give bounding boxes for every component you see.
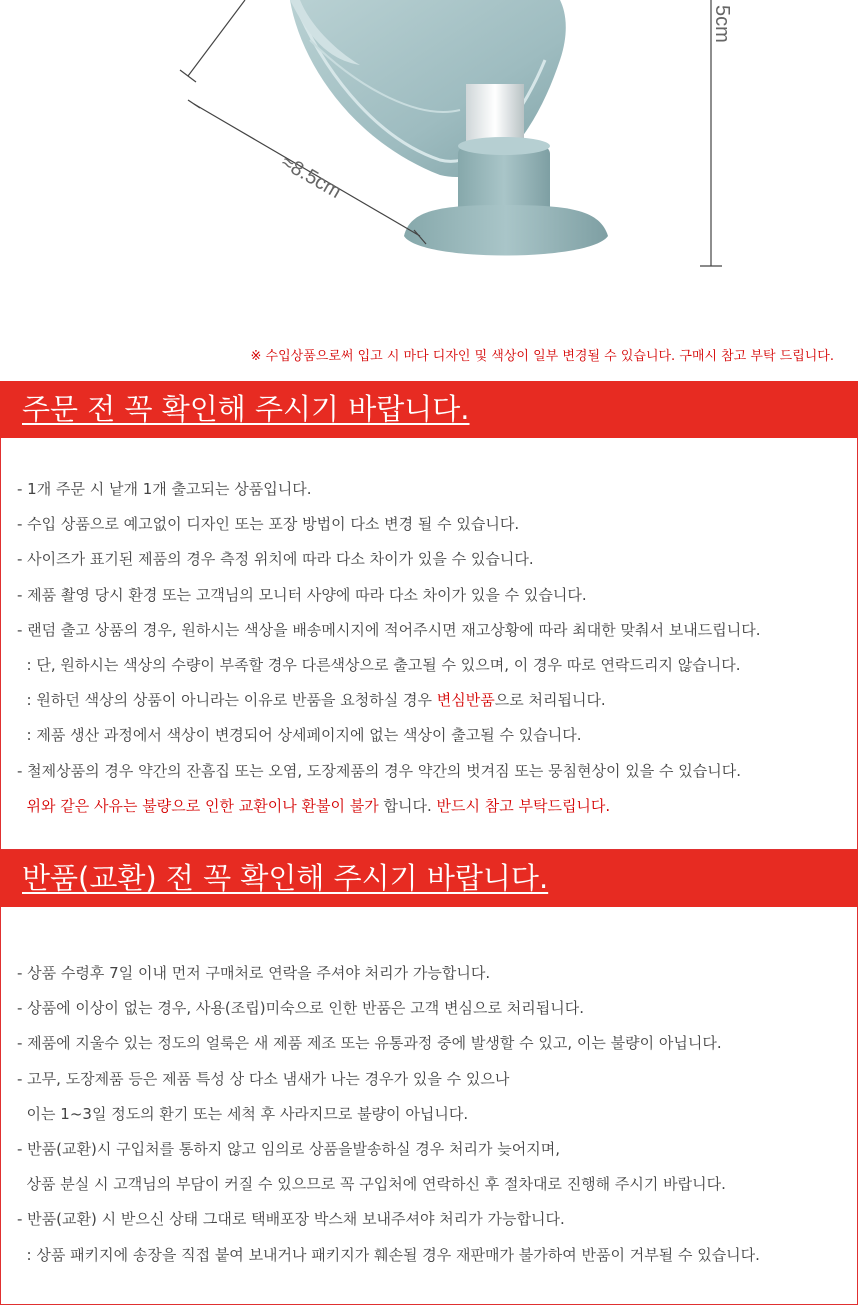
- return-notice-list: [17, 956, 760, 1273]
- list-item: - 제품에 지울수 있는 정도의 얼룩은 새 제품 제조 또는 유통과정 중에 발생할 수 있고, 이는 불량이 아닙니다.: [17, 1034, 722, 1053]
- return-section-title: 반품(교환) 전 꼭 확인해 주시기 바랍니다.: [22, 861, 549, 895]
- highlight-text: 반드시 참고 부탁드립니다.: [436, 796, 611, 815]
- import-notice: ※ 수입상품으로써 입고 시 마다 디자인 및 색상이 일부 변경될 수 있습니다. 구매시 참고 부탁 드립니다.: [250, 349, 834, 364]
- soap-holder-illustration: [0, 0, 860, 340]
- order-section-title: 주문 전 꼭 확인해 주시기 바랍니다.: [22, 392, 470, 426]
- list-item: : 상품 패키지에 송장을 직접 붙여 보내거나 패키지가 훼손될 경우 재판매가 불가하여 반품이 거부될 수 있습니다.: [17, 1245, 760, 1264]
- list-item: - 사이즈가 표기된 제품의 경우 측정 위치에 따라 다소 차이가 있을 수 있습니다.: [17, 550, 534, 569]
- list-item: 이는 1~3일 정도의 환기 또는 세척 후 사라지므로 불량이 아닙니다.: [17, 1104, 469, 1123]
- width-dimension-label: ≈8.5cm: [277, 151, 345, 204]
- return-section-header: [0, 850, 858, 907]
- list-item: [17, 683, 760, 718]
- list-item-text: : 원하던 색상의 상품이 아니라는 이유로 반품을 요청하실 경우: [17, 691, 437, 710]
- order-notice-list: [17, 472, 760, 824]
- list-item: - 상품에 이상이 없는 경우, 사용(조립)미숙으로 인한 반품은 고객 변심으로 처리됩니다.: [17, 999, 584, 1018]
- list-item-text: 으로 처리됩니다.: [494, 691, 606, 710]
- highlight-text: 변심반품: [436, 691, 495, 710]
- list-item: - 수입 상품으로 예고없이 디자인 또는 포장 방법이 다소 변경 될 수 있습니다.: [17, 515, 520, 534]
- list-item: - 랜덤 출고 상품의 경우, 원하시는 색상을 배송메시지에 적어주시면 재고상황에 따라 최대한 맞춰서 보내드립니다.: [17, 620, 761, 639]
- list-item: - 고무, 도장제품 등은 제품 특성 상 다소 냄새가 나는 경우가 있을 수 있으나: [17, 1069, 510, 1088]
- list-item: : 제품 생산 과정에서 색상이 변경되어 상세페이지에 없는 색상이 출고될 수 있습니다.: [17, 726, 582, 745]
- return-notice-section: [0, 850, 858, 1305]
- list-item: - 1개 주문 시 낱개 1개 출고되는 상품입니다.: [17, 480, 312, 498]
- list-item: - 반품(교환) 시 받으신 상태 그대로 택배포장 박스채 보내주셔야 처리가 가능합니다.: [17, 1210, 565, 1229]
- order-section-header: [0, 381, 858, 438]
- highlight-text: 위와 같은 사유는 불량으로 인한 교환이나 환불이 불가: [17, 796, 379, 815]
- list-item: - 제품 촬영 당시 환경 또는 고객님의 모니터 사양에 따라 다소 차이가 있을 수 있습니다.: [17, 585, 587, 604]
- list-item: 상품 분실 시 고객님의 부담이 커질 수 있으므로 꼭 구입처에 연락하신 후 절차대로 진행해 주시기 바랍니다.: [17, 1175, 726, 1194]
- list-item: - 상품 수령후 7일 이내 먼저 구매처로 연락을 주셔야 처리가 가능합니다.: [17, 964, 491, 982]
- list-item: - 반품(교환)시 구입처를 통하지 않고 임의로 상품을발송하실 경우 처리가 늦어지며,: [17, 1139, 560, 1158]
- order-notice-section: [0, 381, 858, 850]
- list-item: : 단, 원하시는 색상의 수량이 부족할 경우 다른색상으로 출고될 수 있으며, 이 경우 따로 연락드리지 않습니다.: [17, 655, 741, 674]
- product-image: [0, 0, 860, 340]
- height-dimension-label: 5cm: [711, 5, 733, 43]
- list-item: [17, 789, 760, 824]
- list-item: - 철제상품의 경우 약간의 잔흠집 또는 오염, 도장제품의 경우 약간의 벗겨짐 또는 뭉침현상이 있을 수 있습니다.: [17, 761, 742, 780]
- list-item-text: 합니다.: [378, 796, 437, 815]
